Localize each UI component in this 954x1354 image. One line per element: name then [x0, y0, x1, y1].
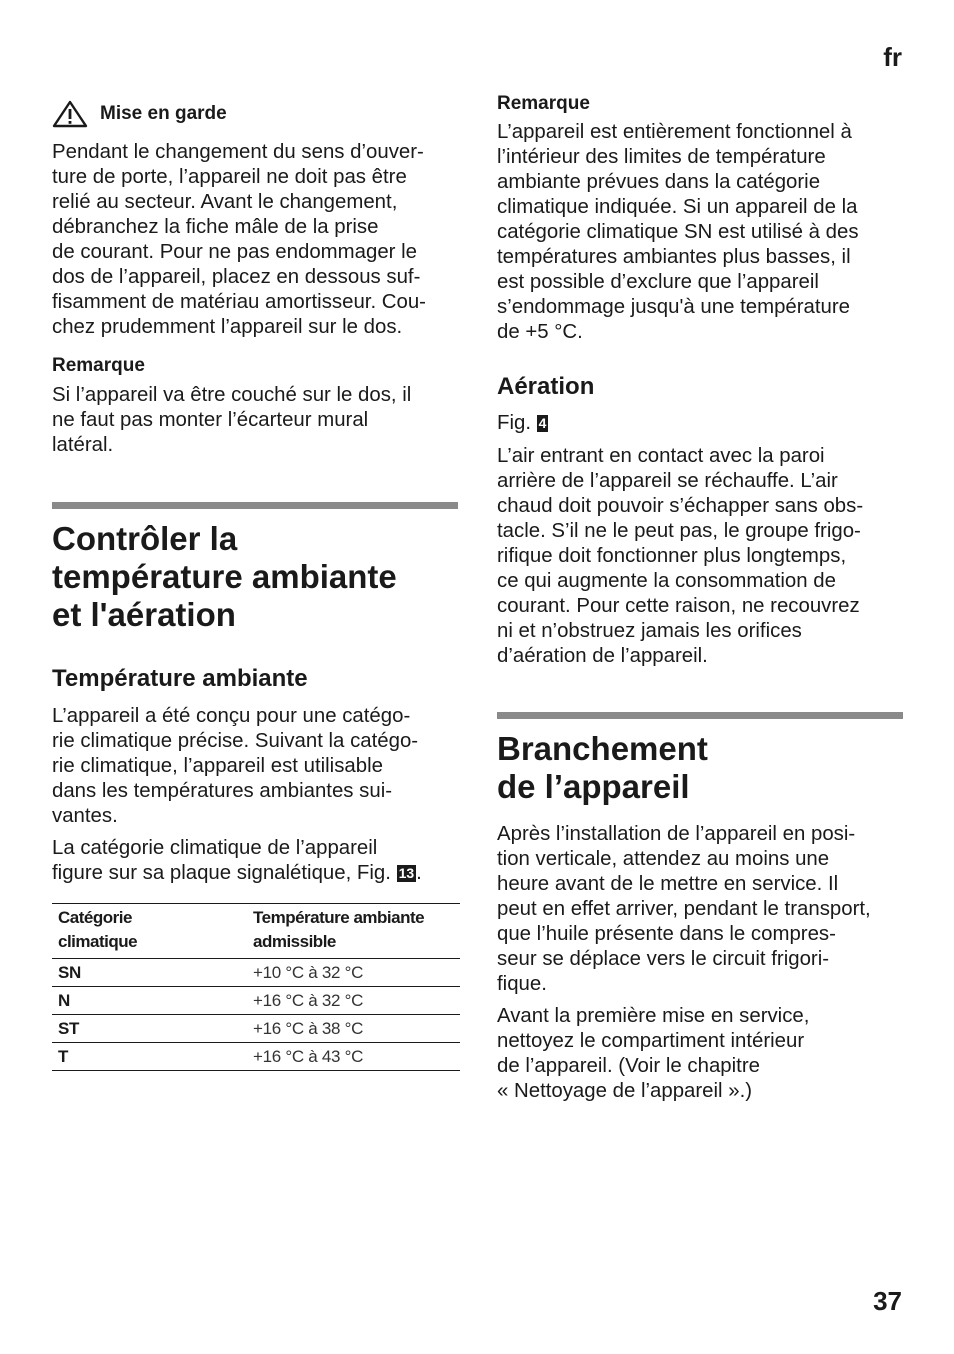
text-line: ni et n’obstruez jamais les orifices [497, 620, 802, 642]
header-line: Catégorie [58, 908, 132, 927]
title-line: Contrôler la [52, 520, 238, 557]
note-title: Remarque [52, 355, 145, 376]
subsection-title: Température ambiante [52, 665, 308, 692]
text-line: vantes. [52, 805, 118, 827]
text-line: climatique indiquée. Si un appareil de la [497, 196, 858, 218]
text-span: Fig. [497, 412, 531, 434]
table-row [52, 987, 460, 1015]
note-title: Remarque [497, 93, 590, 114]
table-row [52, 1043, 460, 1071]
title-line: Branchement [497, 730, 708, 767]
text-line: ambiante prévues dans la catégorie [497, 171, 821, 193]
text-line: rie climatique, l’appareil est utilisable [52, 755, 383, 777]
text-line: arrière de l’appareil se réchauffe. L’air [497, 470, 838, 492]
text-line: de courant. Pour ne pas endommager le [52, 241, 417, 263]
text-line: tion verticale, attendez au moins une [497, 848, 830, 870]
ambient-paragraph [52, 704, 472, 829]
text-line: heure avant de le mettre en service. Il [497, 873, 839, 895]
text-line: La catégorie climatique de l’appareil [52, 837, 378, 859]
table-cell-temperature: +16 °C à 38 °C [253, 1019, 364, 1038]
text-line: débranchez la fiche mâle de la prise [52, 216, 379, 238]
text-line: ne faut pas monter l’écarteur mural [52, 409, 369, 431]
text-line: de +5 °C. [497, 321, 583, 343]
aeration-title: Aération [497, 373, 595, 400]
text-line: peut en effet arriver, pendant le transport, [497, 898, 871, 920]
climate-table [52, 903, 460, 1071]
text-span: figure sur sa plaque signalétique, Fig. [52, 862, 391, 884]
text-line: latéral. [52, 434, 114, 456]
text-line: est possible d’exclure que l’appareil [497, 271, 819, 293]
text-span: . [416, 862, 422, 884]
text-line: Pendant le changement du sens d’ouver- [52, 141, 424, 163]
aeration-paragraph [497, 444, 917, 669]
text-line: fique. [497, 973, 547, 995]
section-rule [52, 502, 458, 509]
page-number: 37 [873, 1286, 902, 1316]
language-marker: fr [883, 42, 902, 72]
text-line: Avant la première mise en service, [497, 1005, 810, 1027]
text-line: Si l’appareil va être couché sur le dos, il [52, 384, 412, 406]
text-line: l’intérieur des limites de température [497, 146, 826, 168]
table-cell-category: ST [58, 1019, 80, 1038]
warning-title: Mise en garde [100, 103, 227, 124]
section-title [52, 520, 472, 634]
note-text [497, 120, 917, 345]
table-cell-category: N [58, 991, 70, 1010]
text-line: courant. Pour cette raison, ne recouvrez [497, 595, 860, 617]
column-header-category [52, 904, 247, 959]
text-line: chez prudemment l’appareil sur le dos. [52, 316, 403, 338]
text-line: ce qui augmente la consommation de [497, 570, 836, 592]
section-rule [497, 712, 903, 719]
title-line: de l’appareil [497, 768, 690, 805]
text-line: tacle. S’il ne le peut pas, le groupe frigo- [497, 520, 861, 542]
text-line: L’appareil a été conçu pour une catégo- [52, 705, 411, 727]
text-line: dos de l’appareil, placez en dessous suf- [52, 266, 421, 288]
figure-reference-badge: 4 [538, 415, 547, 431]
text-line: que l’huile présente dans le compres- [497, 923, 836, 945]
text-line: catégorie climatique SN est utilisé à des [497, 221, 859, 243]
figure-reference [497, 411, 548, 436]
text-line: rie climatique précise. Suivant la catégo- [52, 730, 419, 752]
warning-heading [52, 100, 227, 128]
text-line: « Nettoyage de l’appareil ».) [497, 1080, 753, 1102]
section-title [497, 730, 917, 806]
text-line: seur se déplace vers le circuit frigori- [497, 948, 830, 970]
header-line: climatique [58, 932, 138, 951]
warning-triangle-icon [52, 100, 88, 128]
text-line: chaud doit pouvoir s’échapper sans obs- [497, 495, 864, 517]
text-line: d’aération de l’appareil. [497, 645, 708, 667]
figure-reference-badge: 13 [398, 865, 415, 881]
table-cell-category: SN [58, 963, 82, 982]
text-line: L’air entrant en contact avec la paroi [497, 445, 825, 467]
table-cell-category: T [58, 1047, 69, 1066]
text-line: fisamment de matériau amortisseur. Cou- [52, 291, 426, 313]
text-line: nettoyez le compartiment intérieur [497, 1030, 805, 1052]
note-text [52, 383, 472, 458]
connection-paragraph [497, 822, 917, 997]
climate-class-paragraph [52, 836, 472, 886]
text-line [52, 861, 472, 886]
text-line: L’appareil est entièrement fonctionnel à [497, 121, 852, 143]
title-line: et l'aération [52, 596, 236, 633]
cleaning-paragraph [497, 1004, 917, 1104]
text-line: Après l’installation de l’appareil en posi- [497, 823, 856, 845]
text-line: relié au secteur. Avant le changement, [52, 191, 398, 213]
table-cell-temperature: +16 °C à 43 °C [253, 1047, 364, 1066]
text-line: rifique doit fonctionner plus longtemps, [497, 545, 847, 567]
warning-text [52, 140, 472, 340]
column-header-temperature [247, 904, 460, 959]
table-cell-temperature: +16 °C à 32 °C [253, 991, 364, 1010]
table-header-row [52, 904, 460, 959]
table-row [52, 959, 460, 987]
header-line: Température ambiante [253, 908, 425, 927]
text-line: ture de porte, l’appareil ne doit pas être [52, 166, 407, 188]
text-line: dans les températures ambiantes sui- [52, 780, 393, 802]
header-line: admissible [253, 932, 336, 951]
title-line: température ambiante [52, 558, 397, 595]
text-line: s’endommage jusqu'à une température [497, 296, 851, 318]
text-line: températures ambiantes plus basses, il [497, 246, 851, 268]
table-cell-temperature: +10 °C à 32 °C [253, 963, 364, 982]
table-row [52, 1015, 460, 1043]
text-line: de l’appareil. (Voir le chapitre [497, 1055, 760, 1077]
